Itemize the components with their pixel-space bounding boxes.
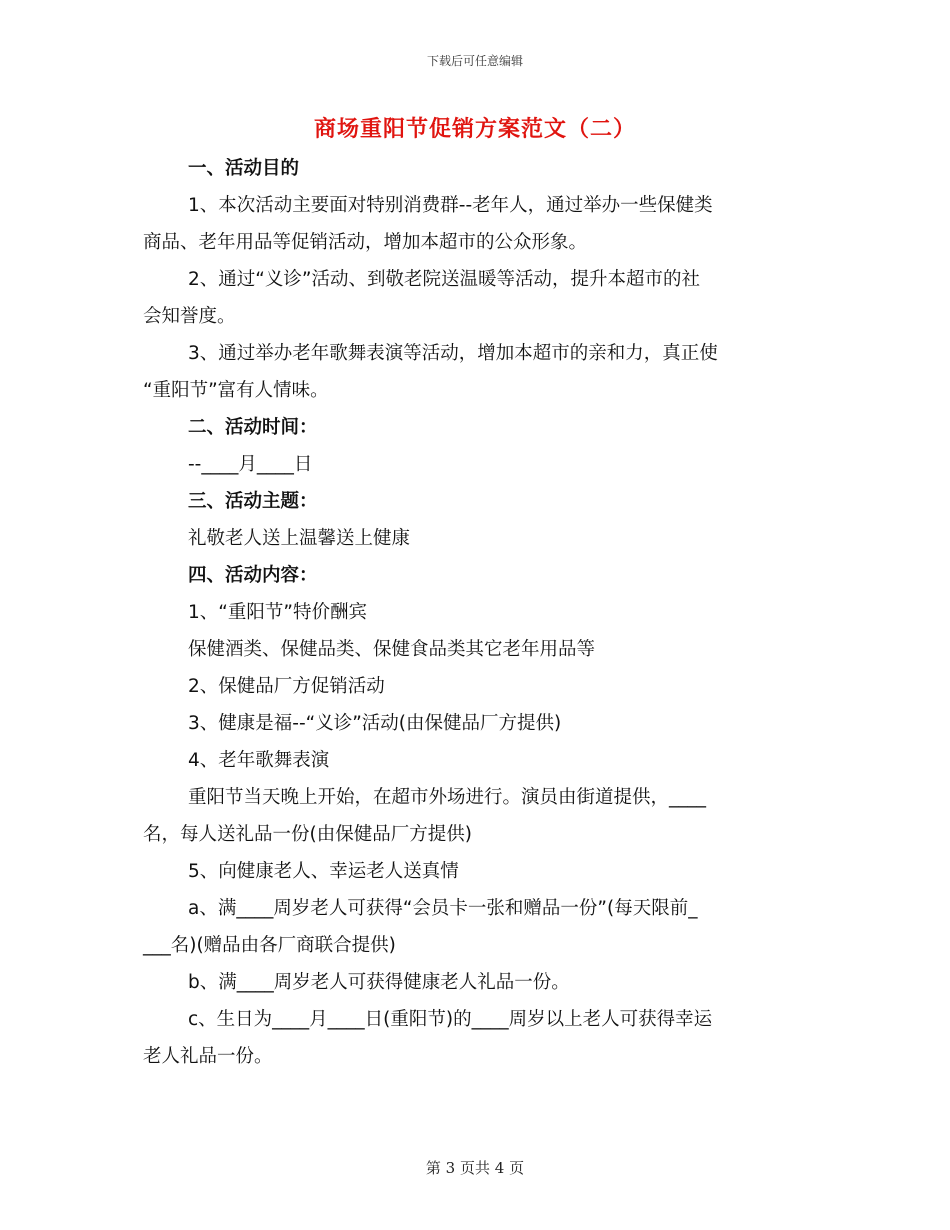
- paragraph-line: 礼敬老人送上温馨送上健康: [188, 528, 411, 549]
- paragraph-line: 保健酒类、保健品类、保健食品类其它老年用品等: [188, 639, 596, 660]
- paragraph-line: --____月____日: [188, 454, 313, 475]
- paragraph-line: b、满____周岁老人可获得健康老人礼品一份。: [188, 972, 570, 993]
- paragraph-line: 会知誉度。: [143, 306, 236, 327]
- paragraph-line: 2、保健品厂方促销活动: [188, 676, 385, 697]
- document-title: 商场重阳节促销方案范文（二）: [313, 116, 636, 142]
- paragraph-line: 1、“重阳节”特价酬宾: [188, 602, 367, 623]
- paragraph-line: 4、老年歌舞表演: [188, 750, 330, 771]
- paragraph-line: 名，每人送礼品一份(由保健品厂方提供): [143, 824, 472, 845]
- paragraph-line: 商品、老年用品等促销活动，增加本超市的公众形象。: [143, 232, 588, 253]
- paragraph-line: a、满____周岁老人可获得“会员卡一张和赠品一份”(每天限前_: [188, 898, 698, 919]
- paragraph-line: ___名)(赠品由各厂商联合提供): [143, 935, 396, 956]
- section-heading: 四、活动内容：: [188, 565, 318, 586]
- paragraph-line: 3、健康是福--“义诊”活动(由保健品厂方提供): [188, 713, 562, 734]
- paragraph-line: 1、本次活动主要面对特别消费群--老年人，通过举办一些保健类: [188, 195, 713, 216]
- header-note: 下载后可任意编辑: [426, 54, 523, 68]
- paragraph-line: c、生日为____月____日(重阳节)的____周岁以上老人可获得幸运: [188, 1009, 713, 1030]
- paragraph-line: 2、通过“义诊”活动、到敬老院送温暖等活动，提升本超市的社: [188, 269, 700, 290]
- page-number: 第 3 页共 4 页: [425, 1159, 525, 1177]
- section-heading: 二、活动时间：: [188, 417, 318, 438]
- paragraph-line: 老人礼品一份。: [143, 1046, 273, 1067]
- section-heading: 一、活动目的: [188, 158, 300, 179]
- section-heading: 三、活动主题：: [188, 491, 318, 512]
- paragraph-line: 3、通过举办老年歌舞表演等活动，增加本超市的亲和力，真正使: [188, 343, 718, 364]
- paragraph-line: 重阳节当天晚上开始，在超市外场进行。演员由街道提供，____: [188, 787, 707, 808]
- paragraph-line: “重阳节”富有人情味。: [143, 380, 329, 401]
- paragraph-line: 5、向健康老人、幸运老人送真情: [188, 861, 459, 882]
